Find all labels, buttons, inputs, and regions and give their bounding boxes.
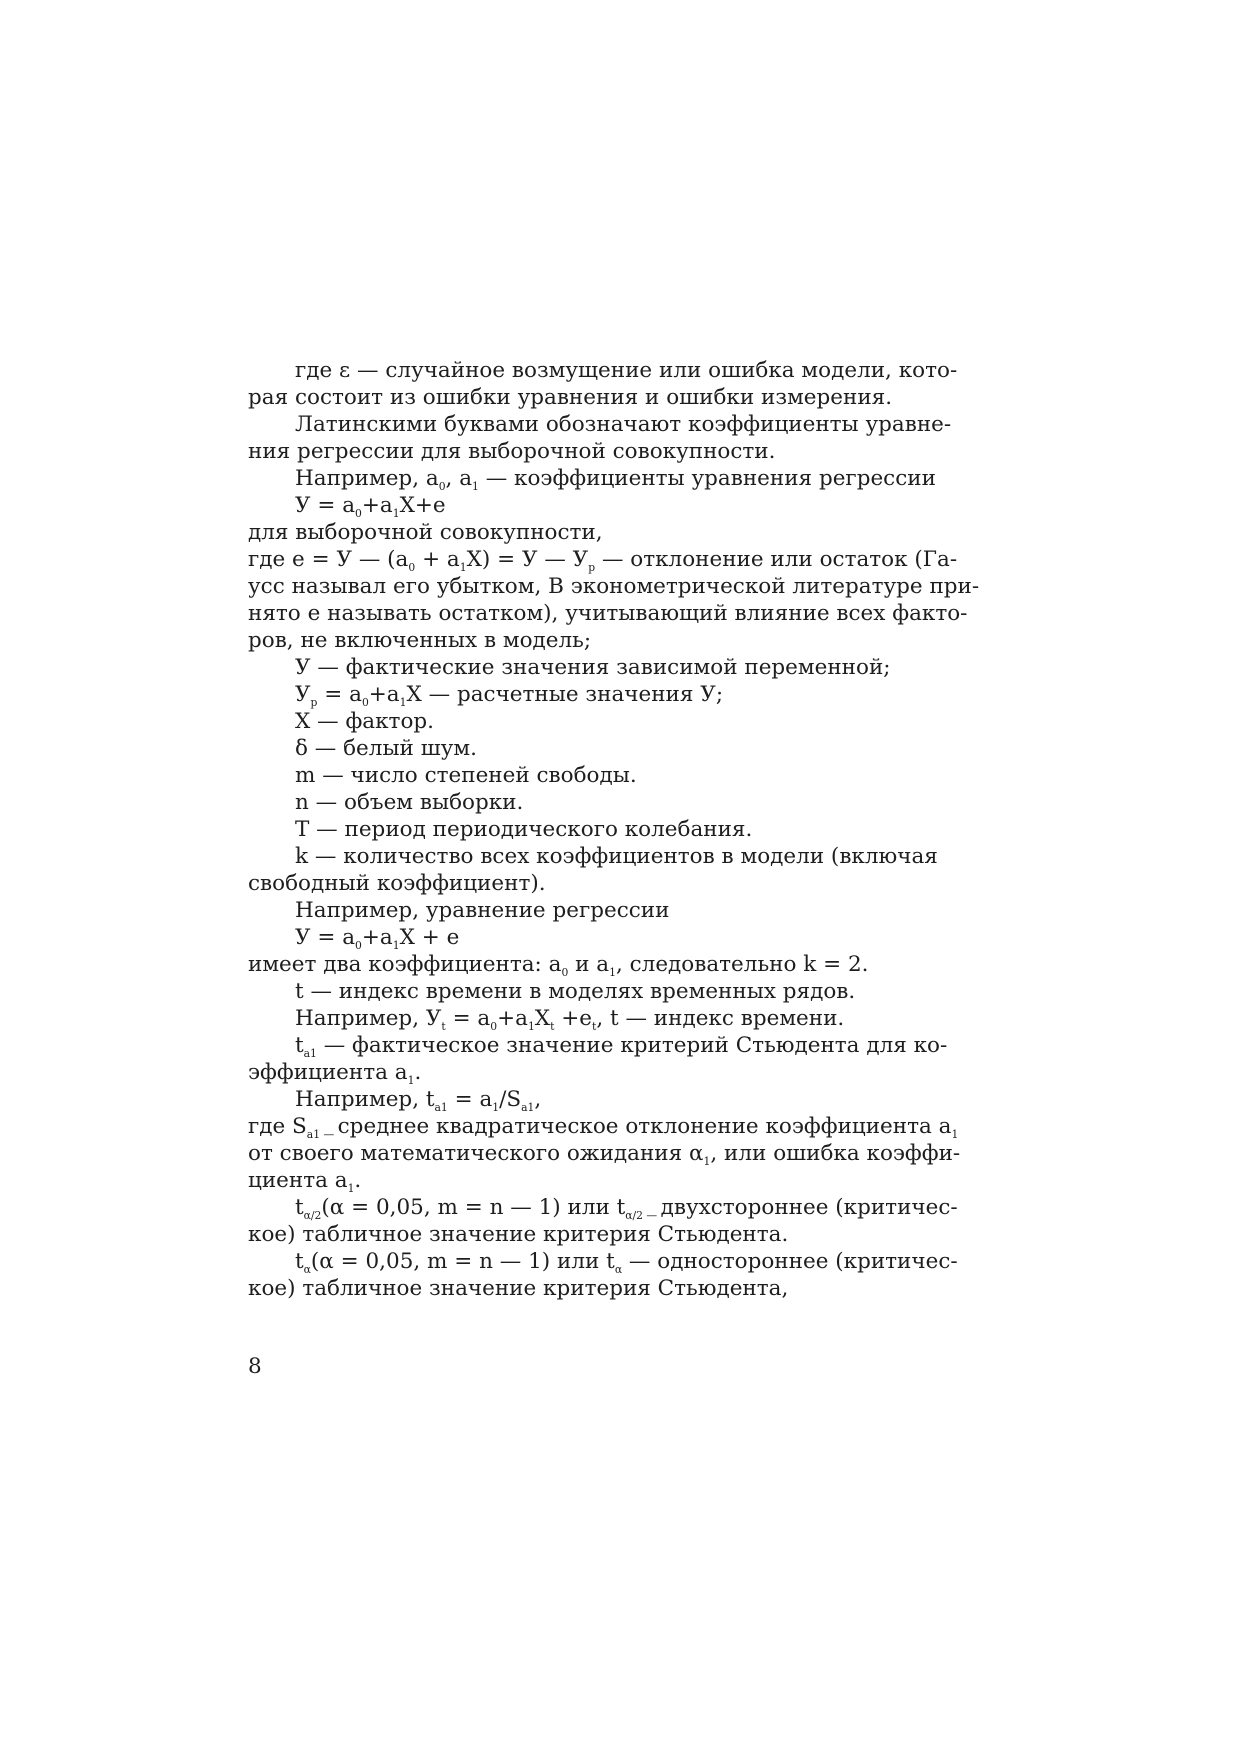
text-run: Например, У (295, 1006, 442, 1031)
text-run: ров, не включенных в модель; (248, 628, 592, 653)
text-line (248, 978, 930, 1005)
text-run: для выборочной совокупности, (248, 520, 603, 545)
text-run: t (295, 1249, 304, 1274)
text-line (248, 492, 930, 519)
text-run: Например, t (295, 1087, 435, 1112)
subscript: 1 (609, 965, 616, 979)
text-run: Например, a (295, 466, 439, 491)
text-run: , t — индекс времени. (596, 1006, 845, 1031)
text-run: X) = У — У (466, 547, 589, 572)
text-run: . (354, 1168, 362, 1193)
text-run: где S (248, 1114, 307, 1139)
text-run: ния регрессии для выборочной совокупности. (248, 439, 776, 464)
text-run: от своего математического ожидания α (248, 1141, 704, 1166)
text-line (248, 735, 930, 762)
text-line (248, 897, 930, 924)
text-run: +e (554, 1006, 592, 1031)
text-run: циента a (248, 1168, 348, 1193)
text-run: Латинскими буквами обозначают коэффициенты уравне- (295, 412, 952, 437)
text-run: . (414, 1060, 422, 1085)
text-run: и a (568, 952, 610, 977)
subscript: 0 (361, 695, 369, 709)
text-run: среднее квадратическое отклонение коэффициента a (337, 1114, 952, 1139)
subscript: α (614, 1262, 623, 1276)
text-line (248, 357, 958, 384)
text-line (248, 816, 930, 843)
text-run: , a (445, 466, 473, 491)
text-run: t — индекс времени в моделях временных рядов. (295, 979, 856, 1004)
text-run: = a (317, 682, 362, 707)
text-run: (α = 0,05, m = n — 1) или t (310, 1249, 615, 1274)
subscript: 1 (459, 560, 467, 574)
text-line (248, 870, 930, 897)
text-run: Например, уравнение регрессии (295, 898, 670, 923)
text-line (248, 546, 958, 574)
text-run: t (295, 1033, 304, 1058)
subscript: р (310, 695, 318, 709)
text-run: X+e (399, 493, 446, 518)
subscript: 1 (407, 1073, 415, 1087)
subscript: 1 (492, 1100, 500, 1114)
text-run: где ε — случайное возмущение или ошибка модели, кото- (295, 358, 958, 383)
subscript: 1 (392, 506, 400, 520)
subscript: 1 (703, 1154, 711, 1168)
text-run: — одностороннее (критичес- (622, 1249, 958, 1274)
subscript: t (550, 1019, 555, 1033)
text-run: рая состоит из ошибки уравнения и ошибки измерения. (248, 385, 893, 410)
text-run: X — фактор. (295, 709, 434, 734)
text-line (248, 1086, 930, 1113)
text-line (248, 762, 930, 789)
text-line (248, 951, 930, 978)
text-run: У = a (295, 493, 356, 518)
text-line (248, 708, 930, 735)
page-body-text (248, 357, 980, 1302)
text-line (248, 600, 968, 627)
text-run: +a (361, 493, 393, 518)
subscript: 1 (527, 1019, 535, 1033)
text-run: свободный коэффициент). (248, 871, 546, 896)
text-run: δ — белый шум. (295, 736, 477, 761)
text-line (248, 1005, 930, 1032)
text-run: X (534, 1006, 551, 1031)
text-line (248, 1194, 958, 1222)
subscript: 1 (951, 1127, 959, 1141)
text-line (248, 789, 930, 816)
text-run: , (534, 1087, 542, 1112)
text-run: + a (415, 547, 460, 572)
subscript: 0 (408, 560, 416, 574)
subscript: 0 (355, 506, 362, 520)
text-run: — фактическое значение критерий Стьюдента для ко- (316, 1033, 948, 1058)
text-line (248, 573, 980, 600)
text-run: — коэффициенты уравнения регрессии (478, 466, 936, 491)
text-line (248, 438, 930, 465)
text-run: +a (497, 1006, 528, 1031)
subscript: t (441, 1019, 446, 1033)
subscript: 1 (347, 1181, 355, 1195)
subscript: 1 (392, 938, 400, 952)
text-line (248, 411, 952, 438)
text-run: нято e называть остатком), учитывающий влияние всех факто- (248, 601, 968, 626)
text-run: m — число степеней свободы. (295, 763, 637, 788)
text-run: X — расчетные значения У; (406, 682, 724, 707)
text-line (248, 465, 936, 493)
text-line (248, 519, 930, 546)
text-run: эффициента a (248, 1060, 408, 1085)
subscript: t (592, 1019, 597, 1033)
subscript: α (303, 1262, 311, 1276)
subscript: a1 (521, 1100, 535, 1114)
text-line (248, 1113, 959, 1141)
text-run: , или ошибка коэффи- (710, 1141, 961, 1166)
text-line (248, 384, 930, 411)
text-run: (α = 0,05, m = n — 1) или t (321, 1195, 626, 1220)
text-line (248, 627, 930, 654)
subscript: α/2 — (625, 1208, 661, 1222)
text-line (248, 1032, 948, 1060)
subscript: 1 (472, 479, 479, 493)
text-run: имеет два коэффициента: a (248, 952, 562, 977)
text-line (248, 1248, 958, 1276)
text-line (248, 654, 930, 681)
text-run: — отклонение или остаток (Га- (595, 547, 958, 572)
subscript: 0 (490, 1019, 498, 1033)
text-run: t (295, 1195, 304, 1220)
text-run: +a (361, 925, 393, 950)
text-run: У (295, 682, 311, 707)
text-run: кое) табличное значение критерия Стьюдента, (248, 1276, 789, 1301)
text-run: /S (499, 1087, 522, 1112)
text-run: усс называл его убытком, В эконометрической литературе при- (248, 574, 980, 599)
text-line (248, 924, 930, 951)
subscript: a1 (434, 1100, 448, 1114)
subscript: р (588, 560, 596, 574)
text-line (248, 681, 930, 708)
text-run: n — объем выборки. (295, 790, 524, 815)
text-run: k — количество всех коэффициентов в модели (включая (295, 844, 938, 869)
text-run: У — фактические значения зависимой переменной; (295, 655, 891, 680)
subscript: a1 — (306, 1127, 338, 1141)
subscript: α/2 (303, 1208, 322, 1222)
subscript: a1 (303, 1046, 317, 1060)
text-line (248, 1167, 930, 1194)
text-run: T — период периодического колебания. (295, 817, 753, 842)
text-line (248, 1140, 961, 1168)
text-run: двухстороннее (критичес- (660, 1195, 958, 1220)
text-run: , следовательно k = 2. (615, 952, 869, 977)
text-line (248, 843, 938, 870)
text-run: +a (368, 682, 400, 707)
subscript: 0 (355, 938, 362, 952)
page-number: 8 (248, 1354, 262, 1379)
text-line (248, 1221, 930, 1248)
text-run: X + e (399, 925, 460, 950)
text-run: = a (447, 1087, 493, 1112)
subscript: 1 (399, 695, 407, 709)
subscript: 0 (561, 965, 569, 979)
text-run: кое) табличное значение критерия Стьюдента. (248, 1222, 789, 1247)
text-run: где e = У — (a (248, 547, 409, 572)
text-line (248, 1059, 930, 1086)
text-run: = a (445, 1006, 491, 1031)
text-line (248, 1275, 930, 1302)
text-run: У = a (295, 925, 356, 950)
subscript: 0 (438, 479, 446, 493)
